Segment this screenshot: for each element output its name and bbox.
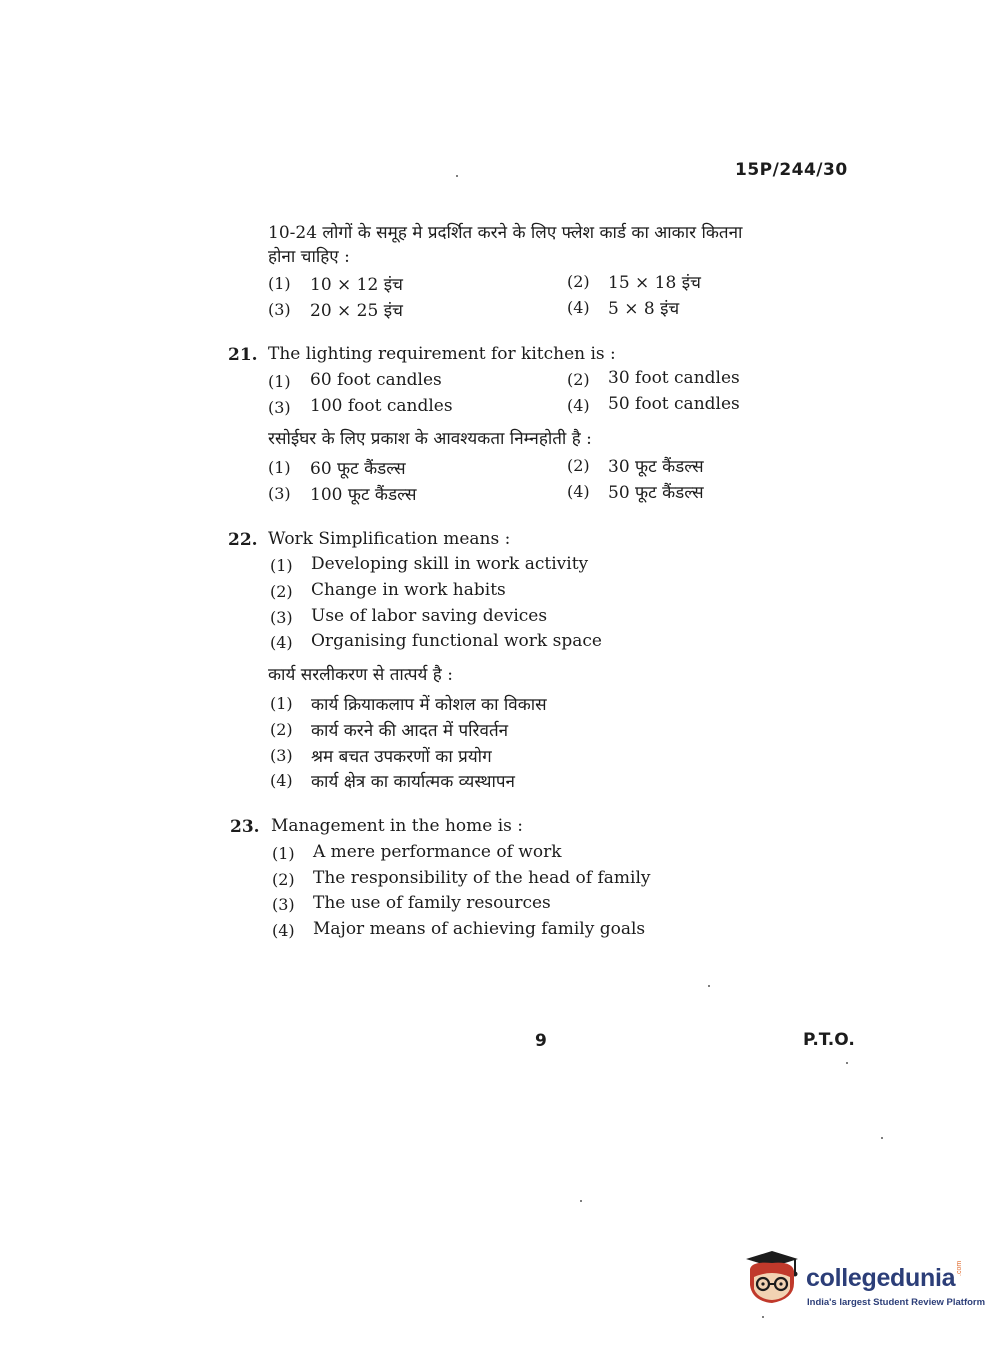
scan-speck	[580, 1200, 582, 1202]
q21-option-num: (4)	[567, 396, 590, 415]
q23-option-text: The responsibility of the head of family	[313, 868, 651, 888]
graduate-mascot-icon	[742, 1249, 806, 1311]
q23-option-text: Major means of achieving family goals	[313, 919, 646, 939]
q22-option-text: Developing skill in work activity	[311, 554, 589, 574]
q21-hindi-option-num: (1)	[268, 458, 291, 477]
paper-code: 15P/244/30	[735, 160, 848, 180]
scan-speck	[762, 1316, 764, 1318]
q22-hindi-option-num: (3)	[270, 746, 293, 765]
q22-option-num: (4)	[270, 633, 293, 652]
q20-option-num: (4)	[567, 298, 590, 317]
q21-option-text: 50 foot candles	[608, 394, 740, 414]
q22-option-num: (2)	[270, 582, 293, 601]
q20-option-text: 5 × 8 इंच	[608, 299, 680, 319]
q20-option-text: 15 × 18 इंच	[608, 273, 701, 293]
scan-speck	[846, 1062, 848, 1064]
logo-tagline: India's largest Student Review Platform	[807, 1297, 986, 1308]
q21-hindi-option-num: (4)	[567, 482, 590, 501]
scan-speck	[708, 985, 710, 987]
q23-option-text: The use of family resources	[313, 893, 551, 913]
q20-option-text: 20 × 25 इंच	[310, 301, 403, 321]
q22-option-num: (3)	[270, 608, 293, 627]
q22-hindi-option-text: श्रम बचत उपकरणों का प्रयोग	[311, 747, 492, 767]
q21-option-text: 100 foot candles	[310, 396, 453, 416]
q21-hindi-option-text: 60 फूट कैंडल्स	[310, 459, 406, 479]
q20-option-text: 10 × 12 इंच	[310, 275, 403, 295]
q23-option-num: (3)	[272, 895, 295, 914]
scan-speck	[456, 175, 458, 177]
q21-hindi-option-text: 100 फूट कैंडल्स	[310, 485, 417, 505]
q22-hindi-option-text: कार्य क्रियाकलाप में कोशल का विकास	[311, 695, 547, 715]
q21-hindi-option-num: (3)	[268, 484, 291, 503]
q23-question: Management in the home is :	[271, 816, 524, 836]
q22-option-text: Use of labor saving devices	[311, 606, 548, 626]
q21-question: The lighting requirement for kitchen is :	[268, 344, 616, 364]
q20-option-num: (3)	[268, 300, 291, 319]
q21-option-num: (1)	[268, 372, 291, 391]
q20-hindi-line1: 10-24 लोगों के समूह मे प्रदर्शित करने के लिए फ्लेश कार्ड का आकार कितना	[268, 223, 743, 243]
logo-domain-suffix: .com	[956, 1260, 963, 1276]
q22-option-num: (1)	[270, 556, 293, 575]
q21-option-num: (2)	[567, 370, 590, 389]
q20-option-num: (1)	[268, 274, 291, 293]
q23-option-text: A mere performance of work	[313, 842, 562, 862]
q22-number: 22.	[228, 530, 258, 550]
q21-hindi-question: रसोईघर के लिए प्रकाश के आवश्यकता निम्नहोती है :	[268, 429, 592, 449]
q22-hindi-option-text: कार्य करने की आदत में परिवर्तन	[311, 721, 509, 741]
q22-option-text: Organising functional work space	[311, 631, 602, 651]
q22-question: Work Simplification means :	[268, 529, 511, 549]
q22-hindi-option-text: कार्य क्षेत्र का कार्यात्मक व्यस्थापन	[311, 772, 515, 792]
q23-option-num: (2)	[272, 870, 295, 889]
q23-option-num: (4)	[272, 921, 295, 940]
q20-option-num: (2)	[567, 272, 590, 291]
q20-hindi-line2: होना चाहिए :	[268, 247, 350, 267]
pto-label: P.T.O.	[803, 1030, 855, 1050]
q22-hindi-option-num: (2)	[270, 720, 293, 739]
q21-option-num: (3)	[268, 398, 291, 417]
q21-hindi-option-text: 50 फूट कैंडल्स	[608, 483, 704, 503]
q22-hindi-question: कार्य सरलीकरण से तात्पर्य है :	[268, 665, 453, 685]
q23-number: 23.	[230, 817, 260, 837]
q21-option-text: 30 foot candles	[608, 368, 740, 388]
q22-hindi-option-num: (1)	[270, 694, 293, 713]
q23-option-num: (1)	[272, 844, 295, 863]
q22-option-text: Change in work habits	[311, 580, 506, 600]
scan-speck	[881, 1137, 883, 1139]
q21-hindi-option-text: 30 फूट कैंडल्स	[608, 457, 704, 477]
logo-wordmark: collegedunia	[806, 1264, 956, 1292]
q21-hindi-option-num: (2)	[567, 456, 590, 475]
q21-number: 21.	[228, 345, 258, 365]
q22-hindi-option-num: (4)	[270, 771, 293, 790]
page-number: 9	[535, 1031, 547, 1051]
q21-option-text: 60 foot candles	[310, 370, 442, 390]
